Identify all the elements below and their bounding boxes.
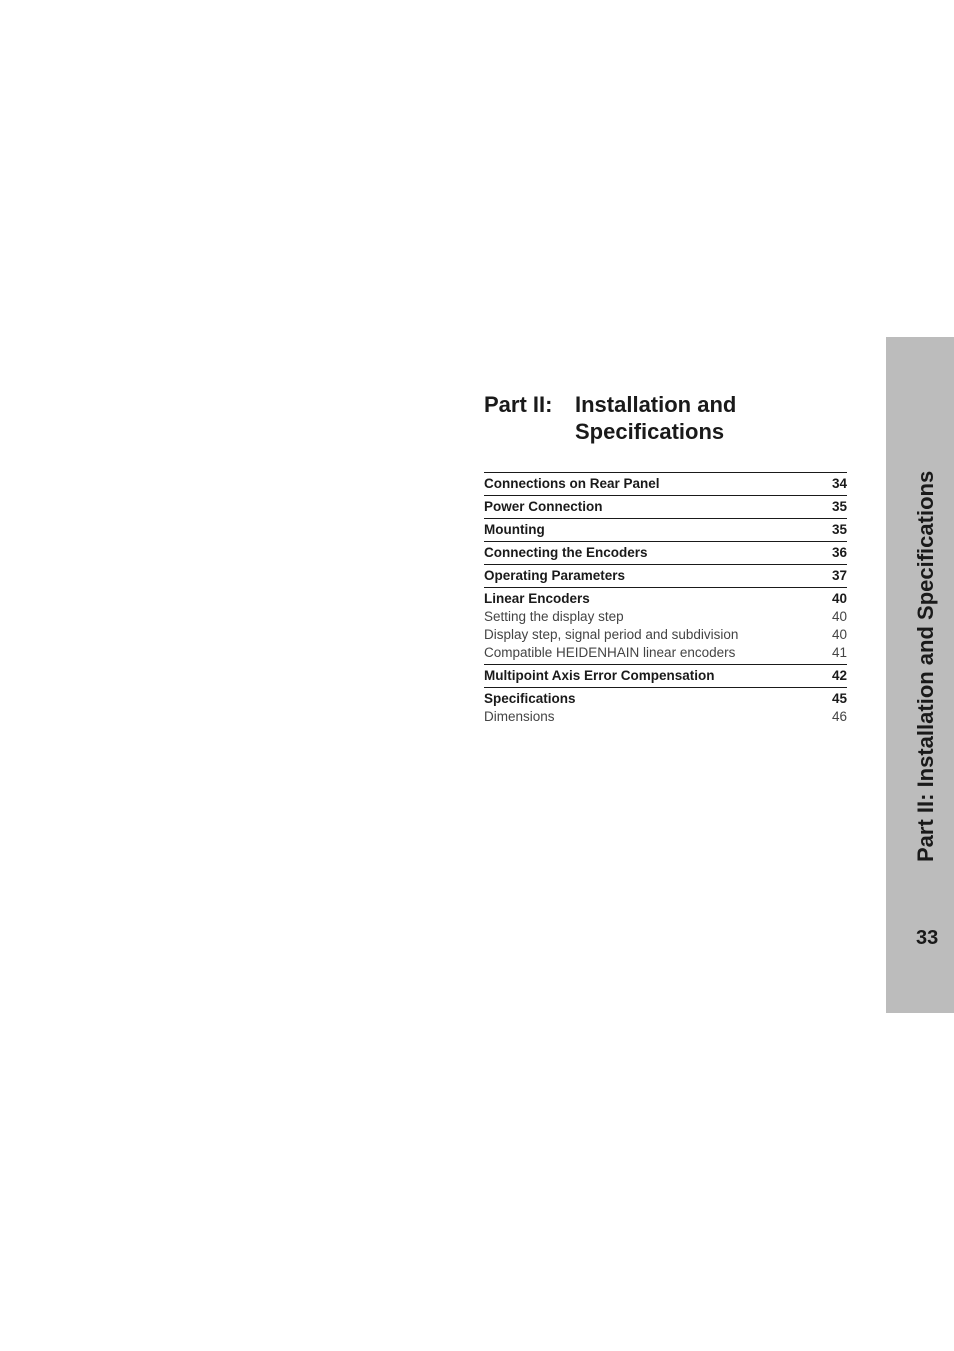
toc-subentry[interactable]	[484, 644, 847, 662]
toc-subentry-title: Setting the display step	[484, 609, 624, 624]
toc-entry-page: 34	[831, 476, 847, 491]
toc-entry-page: 35	[831, 499, 847, 514]
toc-subentry[interactable]	[484, 608, 847, 626]
toc-entry-title: Connections on Rear Panel	[484, 476, 660, 491]
toc-section	[484, 472, 847, 495]
toc-entry[interactable]	[484, 690, 847, 708]
toc-entry-title: Connecting the Encoders	[484, 545, 648, 560]
toc-subentry-page: 40	[831, 609, 847, 624]
part-title: Installation and Specifications	[575, 392, 737, 444]
toc-section	[484, 687, 847, 728]
toc-entry-page: 35	[831, 522, 847, 537]
toc-entry-title: Power Connection	[484, 499, 603, 514]
toc-entry-page: 36	[831, 545, 847, 560]
toc-subentry[interactable]	[484, 626, 847, 644]
page-number: 33	[916, 927, 939, 949]
toc-entry-title: Linear Encoders	[484, 591, 590, 606]
toc-subentry-title: Dimensions	[484, 709, 555, 724]
toc-entry[interactable]	[484, 521, 847, 539]
toc-entry[interactable]	[484, 475, 847, 493]
toc-entry[interactable]	[484, 567, 847, 585]
toc-entry-page: 45	[831, 691, 847, 706]
toc-entry-title: Multipoint Axis Error Compensation	[484, 668, 715, 683]
toc-subentry[interactable]	[484, 708, 847, 726]
toc-section	[484, 495, 847, 518]
toc-entry-title: Operating Parameters	[484, 568, 626, 583]
toc-entry-title: Mounting	[484, 522, 545, 537]
toc-entry-page: 40	[831, 591, 847, 606]
toc-entry[interactable]	[484, 590, 847, 608]
toc-entry-page: 37	[831, 568, 847, 583]
toc-entry[interactable]	[484, 544, 847, 562]
toc-section	[484, 564, 847, 587]
toc-section	[484, 587, 847, 664]
toc-entry-page: 42	[831, 668, 847, 683]
toc-entry[interactable]	[484, 498, 847, 516]
toc-subentry-title: Compatible HEIDENHAIN linear encoders	[484, 645, 736, 660]
toc-entry-title: Specifications	[484, 691, 576, 706]
toc-section	[484, 664, 847, 687]
toc-subentry-title: Display step, signal period and subdivision	[484, 627, 739, 642]
toc-subentry-page: 40	[831, 627, 847, 642]
toc-subentry-page: 46	[831, 709, 847, 724]
toc-entry[interactable]	[484, 667, 847, 685]
part-label: Part II:	[484, 392, 553, 417]
toc-section	[484, 541, 847, 564]
table-of-contents	[484, 472, 847, 728]
toc-section	[484, 518, 847, 541]
toc-subentry-page: 41	[831, 645, 847, 660]
chapter-tab-label: Part II: Installation and Specifications	[913, 470, 938, 862]
